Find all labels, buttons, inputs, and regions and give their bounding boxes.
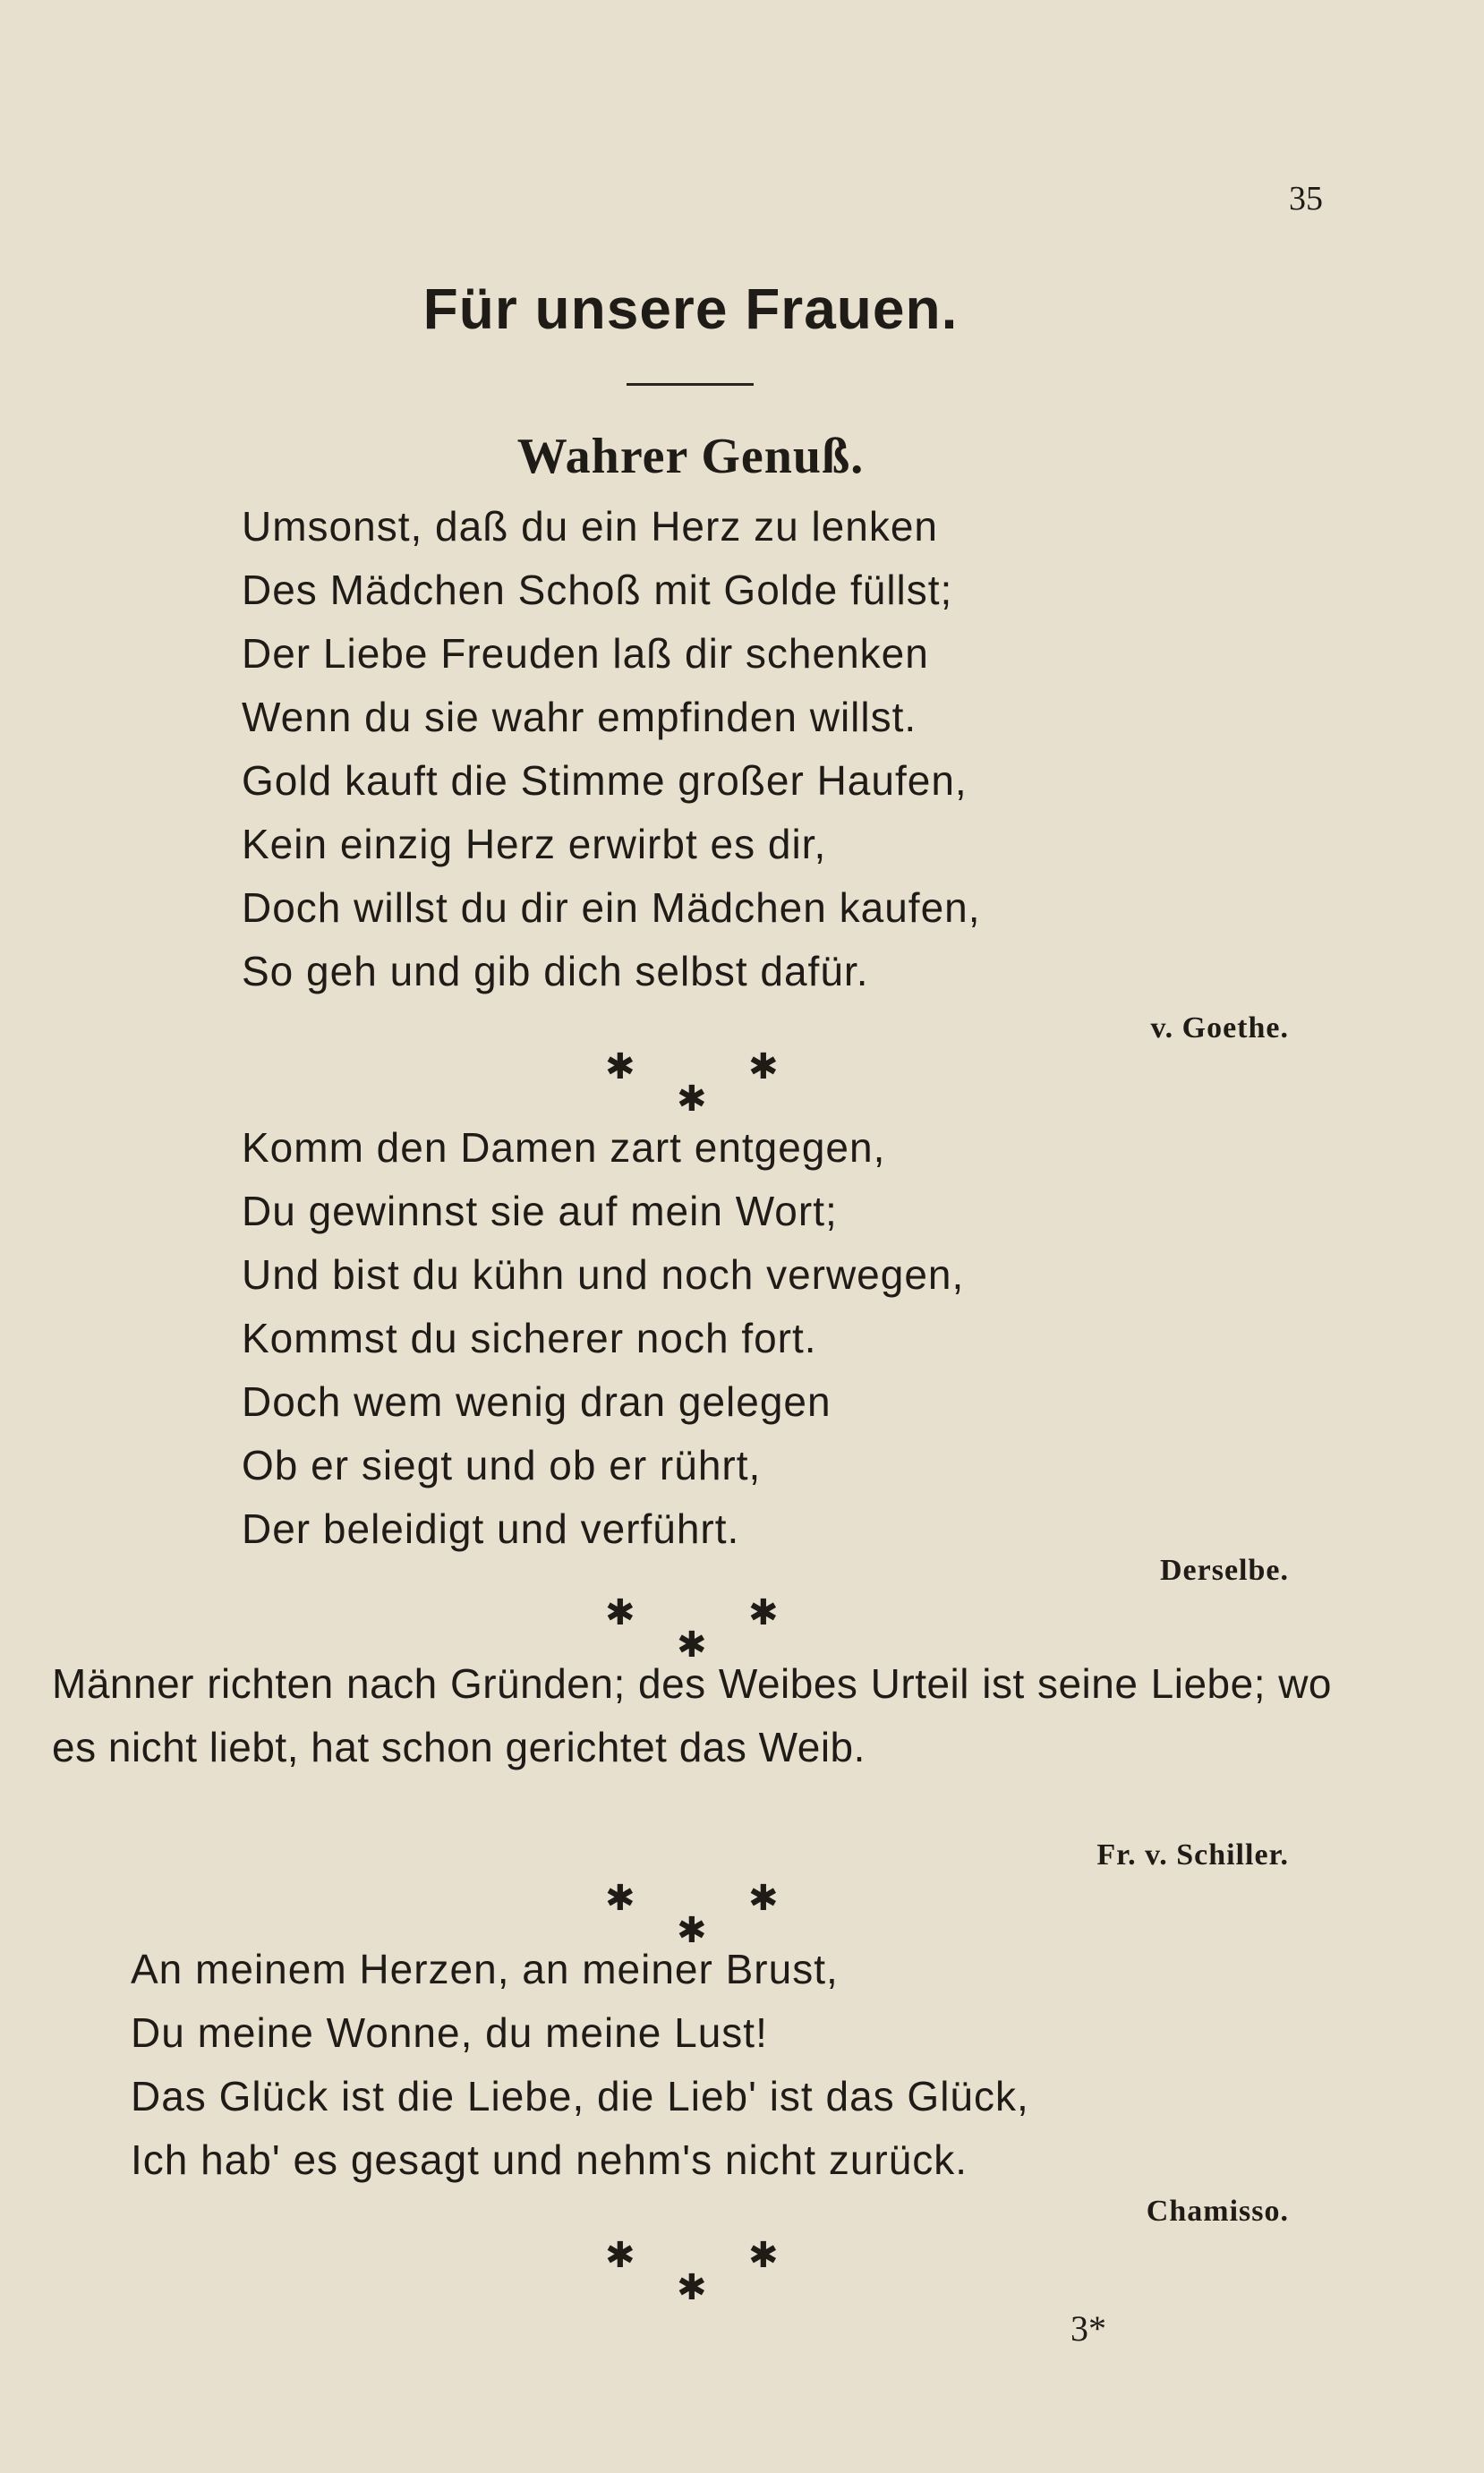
poem-line: Du gewinnst sie auf mein Wort; bbox=[242, 1188, 838, 1234]
poem-chamisso bbox=[131, 1938, 1029, 2192]
asterisk-icon: ✱ bbox=[677, 1079, 707, 1120]
page-number: 35 bbox=[1289, 180, 1323, 217]
poem-line: An meinem Herzen, an meiner Brust, bbox=[131, 1946, 839, 1992]
author-attribution: Chamisso. bbox=[1146, 2195, 1289, 2228]
author-attribution: v. Goethe. bbox=[1150, 1011, 1289, 1045]
poem-line: Doch wem wenig dran gelegen bbox=[242, 1378, 832, 1425]
poem-line: Du meine Wonne, du meine Lust! bbox=[131, 2009, 768, 2056]
poem-line: Ob er siegt und ob er rührt, bbox=[242, 1442, 762, 1488]
author-attribution: Derselbe. bbox=[1159, 1554, 1289, 1587]
printer-signature-mark: 3* bbox=[1070, 2308, 1106, 2349]
page-title: Für unsere Frauen. bbox=[422, 277, 959, 341]
poem-line: Und bist du kühn und noch verwegen, bbox=[242, 1251, 965, 1298]
section-separator bbox=[600, 1046, 779, 1120]
asterisk-icon: ✱ bbox=[677, 2267, 707, 2308]
asterisk-icon: ✱ bbox=[605, 1878, 635, 1919]
title-rule bbox=[627, 383, 754, 386]
asterisk-icon: ✱ bbox=[677, 1625, 707, 1666]
poem-goethe-1 bbox=[242, 495, 981, 1003]
poem-line: Ich hab' es gesagt und nehm's nicht zurück. bbox=[131, 2136, 968, 2183]
asterisk-icon: ✱ bbox=[605, 1592, 635, 1633]
asterisk-icon: ✱ bbox=[677, 1910, 707, 1951]
poem-line: Kommst du sicherer noch fort. bbox=[242, 1315, 817, 1361]
asterisk-icon: ✱ bbox=[748, 1046, 779, 1087]
poem-line: Komm den Damen zart entgegen, bbox=[242, 1124, 886, 1171]
poem-line: Doch willst du dir ein Mädchen kaufen, bbox=[242, 884, 981, 931]
asterisk-icon: ✱ bbox=[605, 2235, 635, 2276]
poem-line: Umsonst, daß du ein Herz zu lenken bbox=[242, 503, 939, 550]
poem-goethe-2 bbox=[242, 1116, 964, 1561]
poem-line: So geh und gib dich selbst dafür. bbox=[242, 948, 869, 994]
asterisk-icon: ✱ bbox=[748, 1878, 779, 1919]
poem-line: Des Mädchen Schoß mit Golde füllst; bbox=[242, 567, 953, 613]
poem-line: Gold kauft die Stimme großer Haufen, bbox=[242, 757, 968, 804]
section-separator bbox=[600, 2235, 779, 2308]
poem-line: Der beleidigt und verführt. bbox=[242, 1505, 740, 1552]
poem-heading: Wahrer Genuß. bbox=[516, 429, 865, 484]
asterisk-icon: ✱ bbox=[748, 1592, 779, 1633]
author-attribution: Fr. v. Schiller. bbox=[1096, 1838, 1289, 1872]
section-separator bbox=[600, 1592, 779, 1666]
poem-line: Kein einzig Herz erwirbt es dir, bbox=[242, 821, 827, 867]
poem-line: Das Glück ist die Liebe, die Lieb' ist das Glück, bbox=[131, 2073, 1029, 2119]
asterisk-icon: ✱ bbox=[748, 2235, 779, 2276]
schiller-quote: Männer richten nach Gründen; des Weibes Urteil ist seine Liebe; wo es nicht liebt, hat schon gerichtet das Weib. bbox=[52, 1660, 1332, 1770]
poem-line: Der Liebe Freuden laß dir schenken bbox=[242, 630, 929, 677]
poem-line: Wenn du sie wahr empfinden willst. bbox=[242, 694, 917, 740]
asterisk-icon: ✱ bbox=[605, 1046, 635, 1087]
section-separator bbox=[600, 1878, 779, 1951]
